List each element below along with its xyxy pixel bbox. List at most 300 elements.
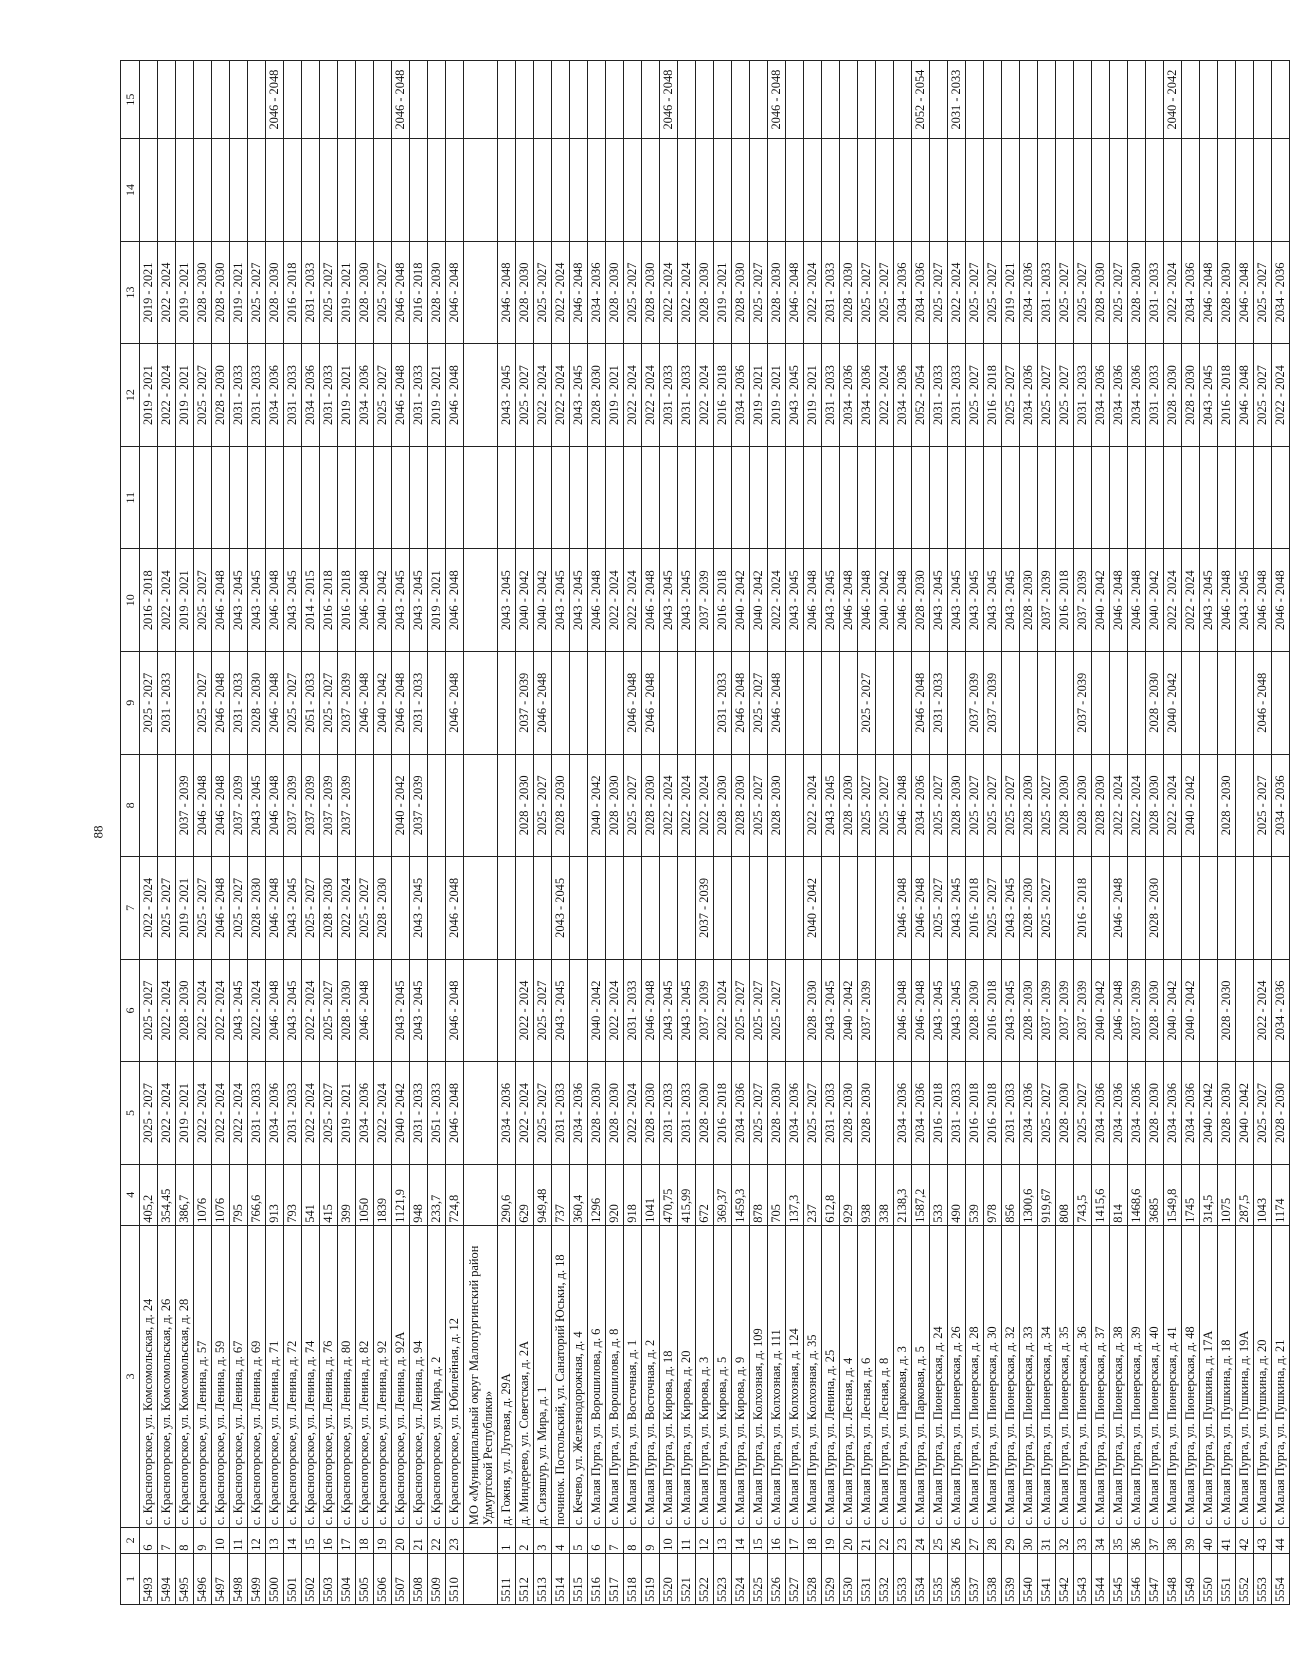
table-cell: 2022 - 2024 (1164, 754, 1182, 857)
table-cell: 8 (176, 1528, 194, 1554)
table-cell: 2043 - 2045 (1200, 344, 1218, 447)
table-cell (966, 61, 984, 139)
table-cell (570, 754, 588, 857)
table-cell (1056, 446, 1074, 549)
table-cell: с. Малая Пурга, ул. Пушкина, д. 21 (1272, 1225, 1290, 1527)
table-cell (642, 446, 660, 549)
table-row (446, 61, 464, 1605)
table-cell (1200, 61, 1218, 139)
table-row (158, 61, 176, 1605)
table-cell: 2016 - 2018 (714, 1062, 732, 1165)
table-cell: с. Красногорское, ул. Комсомольская, д. 26 (158, 1225, 176, 1527)
table-cell: 2031 - 2033 (248, 1062, 266, 1165)
table-cell: 2046 - 2048 (446, 344, 464, 447)
table-cell: 5522 (696, 1553, 714, 1604)
table-cell: 2028 - 2030 (966, 959, 984, 1062)
table-cell: 6 (588, 1528, 606, 1554)
table-cell: 1050 (356, 1164, 374, 1225)
table-cell: 2031 - 2033 (1002, 1062, 1020, 1165)
table-cell: 1468,6 (1128, 1164, 1146, 1225)
table-cell (1146, 446, 1164, 549)
table-cell: 2043 - 2045 (660, 549, 678, 652)
table-cell: 2016 - 2018 (410, 241, 428, 344)
table-cell: 2046 - 2048 (212, 857, 230, 960)
table-cell: 2043 - 2045 (786, 549, 804, 652)
table-cell: 2028 - 2030 (1128, 241, 1146, 344)
table-cell: 2031 - 2033 (230, 344, 248, 447)
table-cell (840, 446, 858, 549)
table-cell: 17 (786, 1528, 804, 1554)
table-cell: 2 (516, 1528, 534, 1554)
table-cell: 2022 - 2024 (606, 959, 624, 1062)
table-cell: 2025 - 2027 (534, 241, 552, 344)
table-cell: с. Малая Пурга, ул. Пушкина, д. 18 (1218, 1225, 1236, 1527)
table-cell: 2040 - 2042 (588, 754, 606, 857)
table-cell (930, 139, 948, 242)
table-cell: 2025 - 2027 (194, 652, 212, 755)
table-cell (302, 139, 320, 242)
table-cell: 1174 (1272, 1164, 1290, 1225)
table-cell: 2043 - 2045 (948, 549, 966, 652)
table-cell: 7 (606, 1528, 624, 1554)
table-cell: с. Красногорское, ул. Ленина, д. 71 (266, 1225, 284, 1527)
table-cell: 2037 - 2039 (320, 754, 338, 857)
table-cell: 533 (930, 1164, 948, 1225)
table-cell: 2025 - 2027 (984, 241, 1002, 344)
table-cell (1272, 652, 1290, 755)
table-cell (1002, 446, 1020, 549)
table-cell: 2028 - 2030 (912, 549, 930, 652)
table-cell: 2025 - 2027 (750, 1062, 768, 1165)
table-cell: 20 (840, 1528, 858, 1554)
table-cell (446, 754, 464, 857)
table-cell (1128, 139, 1146, 242)
table-cell: 2022 - 2024 (194, 1062, 212, 1165)
table-cell: 2037 - 2039 (284, 754, 302, 857)
table-cell (140, 139, 158, 242)
table-cell: 5540 (1020, 1553, 1038, 1604)
table-cell: 2034 - 2036 (1020, 1062, 1038, 1165)
table-cell: с. Малая Пурга, ул. Ворошилова, д. 6 (588, 1225, 606, 1527)
table-cell: 2046 - 2048 (446, 857, 464, 960)
table-cell: 2022 - 2024 (1110, 754, 1128, 857)
table-cell: 17 (338, 1528, 356, 1554)
table-cell: 338 (876, 1164, 894, 1225)
table-cell: с. Малая Пурга, ул. Пионерская, д. 34 (1038, 1225, 1056, 1527)
table-cell: с. Малая Пурга, ул. Лесная, д. 6 (858, 1225, 876, 1527)
table-cell: 2046 - 2048 (1272, 549, 1290, 652)
table-cell: 5517 (606, 1553, 624, 1604)
table-cell (338, 61, 356, 139)
table-cell: 2031 - 2033 (624, 959, 642, 1062)
table-row (498, 61, 516, 1605)
table-row (660, 61, 678, 1605)
table-cell (374, 754, 392, 857)
table-cell: 2031 - 2033 (822, 1062, 840, 1165)
table-row (1056, 61, 1074, 1605)
table-cell (498, 959, 516, 1062)
table-cell: 2043 - 2045 (1002, 857, 1020, 960)
table-cell (176, 446, 194, 549)
table-row (678, 61, 696, 1605)
table-row (732, 61, 750, 1605)
column-header: 2 (121, 1528, 140, 1554)
table-cell: 2043 - 2045 (948, 857, 966, 960)
table-cell: 2046 - 2048 (642, 549, 660, 652)
table-cell: 938 (858, 1164, 876, 1225)
table-cell: 2025 - 2027 (732, 959, 750, 1062)
table-cell (750, 61, 768, 139)
table-cell: 2022 - 2024 (804, 754, 822, 857)
table-cell: 2028 - 2030 (696, 1062, 714, 1165)
table-cell: 5507 (392, 1553, 410, 1604)
table-cell: 2046 - 2048 (1218, 549, 1236, 652)
table-cell (1002, 61, 1020, 139)
rotated-table-sheet (120, 60, 1287, 1605)
table-cell: 2034 - 2036 (1272, 241, 1290, 344)
table-cell: с. Красногорское, ул. Ленина, д. 82 (356, 1225, 374, 1527)
table-row (320, 61, 338, 1605)
table-cell: 11 (678, 1528, 696, 1554)
table-cell: 5495 (176, 1553, 194, 1604)
table-cell: 2022 - 2024 (948, 241, 966, 344)
table-cell: 5532 (876, 1553, 894, 1604)
table-cell: 2031 - 2033 (948, 1062, 966, 1165)
table-cell (588, 652, 606, 755)
table-cell: с. Малая Пурга, ул. Пионерская, д. 38 (1110, 1225, 1128, 1527)
table-cell: 2046 - 2048 (356, 652, 374, 755)
table-cell (930, 446, 948, 549)
table-cell: 2046 - 2048 (894, 959, 912, 1062)
table-cell: с. Малая Пурга, ул. Кирова, д. 9 (732, 1225, 750, 1527)
table-cell: с. Малая Пурга, ул. Лесная, д. 4 (840, 1225, 858, 1527)
table-row (302, 61, 320, 1605)
table-cell (750, 446, 768, 549)
table-cell: с. Красногорское, ул. Ленина, д. 67 (230, 1225, 248, 1527)
table-cell: 2031 - 2033 (284, 344, 302, 447)
table-cell: 2019 - 2021 (338, 241, 356, 344)
table-cell: 2022 - 2024 (1164, 241, 1182, 344)
table-cell: с. Красногорское, ул. Ленина, д. 76 (320, 1225, 338, 1527)
table-cell (1092, 652, 1110, 755)
table-cell: с. Малая Пурга, ул. Пионерская, д. 40 (1146, 1225, 1164, 1527)
table-cell: 2046 - 2048 (266, 652, 284, 755)
table-cell (1146, 139, 1164, 242)
table-cell (1254, 139, 1272, 242)
table-cell: 2022 - 2024 (302, 1062, 320, 1165)
table-cell: 354,45 (158, 1164, 176, 1225)
table-cell (1236, 959, 1254, 1062)
table-cell: с. Малая Пурга, ул. Пионерская, д. 39 (1128, 1225, 1146, 1527)
table-cell (840, 857, 858, 960)
table-cell: с. Малая Пурга, ул. Лесная, д. 8 (876, 1225, 894, 1527)
table-cell: 918 (624, 1164, 642, 1225)
table-cell: 2043 - 2045 (822, 959, 840, 1062)
table-cell: с. Малая Пурга, ул. Пионерская, д. 33 (1020, 1225, 1038, 1527)
table-cell: 2025 - 2027 (320, 959, 338, 1062)
table-cell: 2043 - 2045 (410, 857, 428, 960)
table-cell (1272, 61, 1290, 139)
table-cell: 9 (194, 1528, 212, 1554)
table-cell: 5547 (1146, 1553, 1164, 1604)
table-cell (1200, 446, 1218, 549)
table-cell: 22 (876, 1528, 894, 1554)
table-cell: 2028 - 2030 (1092, 241, 1110, 344)
table-cell: 2016 - 2018 (984, 344, 1002, 447)
table-cell: 2040 - 2042 (1200, 1062, 1218, 1165)
table-cell (732, 61, 750, 139)
table-cell (804, 61, 822, 139)
table-cell: 5513 (534, 1553, 552, 1604)
table-cell (498, 61, 516, 139)
table-cell: 2043 - 2045 (248, 754, 266, 857)
table-row (1182, 61, 1200, 1605)
table-cell: 5548 (1164, 1553, 1182, 1604)
table-cell (428, 857, 446, 960)
table-cell: 2028 - 2030 (642, 1062, 660, 1165)
table-cell: 2034 - 2036 (1182, 1062, 1200, 1165)
table-cell: 2028 - 2030 (606, 754, 624, 857)
table-cell: 2022 - 2024 (302, 959, 320, 1062)
table-cell: 1839 (374, 1164, 392, 1225)
table-cell (714, 446, 732, 549)
table-cell: 1459,3 (732, 1164, 750, 1225)
table-cell: 878 (750, 1164, 768, 1225)
table-cell: 415 (320, 1164, 338, 1225)
table-cell: 2034 - 2036 (894, 344, 912, 447)
table-cell (464, 1528, 498, 1554)
table-cell: 2031 - 2033 (302, 241, 320, 344)
table-cell: 5525 (750, 1553, 768, 1604)
table-cell: 5542 (1056, 1553, 1074, 1604)
table-row (534, 61, 552, 1605)
table-cell: 290,6 (498, 1164, 516, 1225)
table-cell: 1041 (642, 1164, 660, 1225)
table-cell: 929 (840, 1164, 858, 1225)
table-cell: 8 (624, 1528, 642, 1554)
column-header: 6 (121, 959, 140, 1062)
table-cell: 2028 - 2030 (516, 754, 534, 857)
table-cell (678, 61, 696, 139)
table-cell: 2022 - 2024 (678, 241, 696, 344)
table-cell: 2046 - 2048 (1110, 857, 1128, 960)
table-cell: 2046 - 2048 (498, 241, 516, 344)
table-cell: 2046 - 2048 (356, 959, 374, 1062)
table-cell: 2043 - 2045 (678, 549, 696, 652)
table-cell: 2046 - 2048 (446, 549, 464, 652)
table-cell: 2019 - 2021 (176, 344, 194, 447)
table-cell: 2046 - 2048 (392, 344, 410, 447)
table-cell: 2037 - 2039 (1074, 652, 1092, 755)
table-cell: 2037 - 2039 (1128, 959, 1146, 1062)
table-cell: 23 (894, 1528, 912, 1554)
table-cell (1200, 857, 1218, 960)
table-cell: 2040 - 2042 (1164, 652, 1182, 755)
table-cell: 541 (302, 1164, 320, 1225)
table-cell (1272, 446, 1290, 549)
table-cell: 2040 - 2042 (374, 652, 392, 755)
table-cell (786, 652, 804, 755)
table-cell: 2028 - 2030 (374, 857, 392, 960)
repair-schedule-table (120, 60, 1290, 1605)
table-cell (588, 139, 606, 242)
table-cell: 2022 - 2024 (516, 959, 534, 1062)
table-cell: 2025 - 2027 (374, 241, 392, 344)
table-cell: с. Малая Пурга, ул. Пионерская, д. 30 (984, 1225, 1002, 1527)
table-cell: 2043 - 2045 (410, 959, 428, 1062)
table-cell: 2040 - 2042 (1092, 959, 1110, 1062)
table-cell (1236, 139, 1254, 242)
table-cell: 2016 - 2018 (714, 549, 732, 652)
table-cell: 2025 - 2027 (984, 754, 1002, 857)
table-cell: 2037 - 2039 (516, 652, 534, 755)
table-cell: 2025 - 2027 (750, 754, 768, 857)
table-cell: 2028 - 2030 (1020, 549, 1038, 652)
table-cell (732, 139, 750, 242)
table-cell: 2028 - 2030 (356, 241, 374, 344)
table-cell: 2031 - 2033 (948, 61, 966, 139)
table-cell (1200, 754, 1218, 857)
table-cell (1128, 61, 1146, 139)
table-cell: 724,8 (446, 1164, 464, 1225)
table-cell: 5534 (912, 1553, 930, 1604)
table-cell: 2028 - 2030 (768, 754, 786, 857)
table-cell (1038, 61, 1056, 139)
table-cell: 2028 - 2030 (516, 241, 534, 344)
table-cell: 2022 - 2024 (212, 1062, 230, 1165)
table-cell (696, 652, 714, 755)
table-cell (212, 61, 230, 139)
table-cell: 2043 - 2045 (660, 959, 678, 1062)
table-cell: 2034 - 2036 (1110, 344, 1128, 447)
table-cell (410, 446, 428, 549)
table-cell: 2031 - 2033 (158, 652, 176, 755)
table-cell: 5521 (678, 1553, 696, 1604)
table-cell (1254, 857, 1272, 960)
table-cell (966, 139, 984, 242)
column-header: 5 (121, 1062, 140, 1165)
table-row (1074, 61, 1092, 1605)
table-cell: 2046 - 2048 (446, 1062, 464, 1165)
table-cell: 2028 - 2030 (840, 1062, 858, 1165)
table-cell: 1076 (212, 1164, 230, 1225)
table-cell: с. Малая Пурга, ул. Парковая, д. 3 (894, 1225, 912, 1527)
table-cell (212, 446, 230, 549)
section-heading: МО «Муниципальный округ Малопургинский район Удмуртской Республики» (464, 1225, 498, 1527)
table-cell (1254, 61, 1272, 139)
table-cell: 32 (1056, 1528, 1074, 1554)
table-cell (374, 446, 392, 549)
table-cell (498, 446, 516, 549)
table-cell (1182, 139, 1200, 242)
table-cell: 5519 (642, 1553, 660, 1604)
table-cell: 2022 - 2024 (1164, 549, 1182, 652)
table-cell: 2043 - 2045 (930, 959, 948, 1062)
table-cell: 2025 - 2027 (284, 652, 302, 755)
table-cell: 2025 - 2027 (356, 857, 374, 960)
table-cell: 2043 - 2045 (984, 549, 1002, 652)
table-cell: 2043 - 2045 (248, 549, 266, 652)
table-cell (1164, 139, 1182, 242)
table-cell: 2028 - 2030 (1020, 857, 1038, 960)
table-cell: 2028 - 2030 (1182, 344, 1200, 447)
table-cell: 2025 - 2027 (876, 241, 894, 344)
table-cell (230, 446, 248, 549)
table-cell (642, 61, 660, 139)
table-cell: 5512 (516, 1553, 534, 1604)
table-cell: 2025 - 2027 (320, 241, 338, 344)
table-row (750, 61, 768, 1605)
table-cell: 2028 - 2030 (696, 241, 714, 344)
table-cell: 5516 (588, 1553, 606, 1604)
table-row (1020, 61, 1038, 1605)
table-cell: 2028 - 2030 (1056, 1062, 1074, 1165)
table-cell: 27 (966, 1528, 984, 1554)
table-row (1128, 61, 1146, 1605)
table-row (1110, 61, 1128, 1605)
table-cell (948, 652, 966, 755)
table-row (912, 61, 930, 1605)
table-cell: 2016 - 2018 (338, 549, 356, 652)
table-cell: 33 (1074, 1528, 1092, 1554)
table-cell (1236, 61, 1254, 139)
table-cell: 672 (696, 1164, 714, 1225)
table-row (516, 61, 534, 1605)
table-cell: 2028 - 2030 (212, 241, 230, 344)
table-cell: 2037 - 2039 (302, 754, 320, 857)
table-cell: 15 (750, 1528, 768, 1554)
table-cell (696, 139, 714, 242)
table-cell: 5526 (768, 1553, 786, 1604)
table-row (338, 61, 356, 1605)
table-cell: починок. Постольский, ул. Санаторий Юськи, д. 18 (552, 1225, 570, 1527)
table-cell (948, 446, 966, 549)
table-cell (1218, 61, 1236, 139)
table-cell: 2025 - 2027 (876, 754, 894, 857)
table-cell: 2022 - 2024 (158, 959, 176, 1062)
table-row (966, 61, 984, 1605)
table-cell (696, 446, 714, 549)
table-cell: 30 (1020, 1528, 1038, 1554)
table-cell: 539 (966, 1164, 984, 1225)
table-cell: 2022 - 2024 (1128, 754, 1146, 857)
table-cell (446, 446, 464, 549)
table-cell: 2025 - 2027 (966, 241, 984, 344)
table-row (248, 61, 266, 1605)
table-cell: 2019 - 2021 (176, 241, 194, 344)
table-cell: 2019 - 2021 (428, 344, 446, 447)
table-cell: 2031 - 2033 (678, 344, 696, 447)
table-cell: 20 (392, 1528, 410, 1554)
table-cell: 287,5 (1236, 1164, 1254, 1225)
table-row (1218, 61, 1236, 1605)
table-cell: 2028 - 2030 (588, 344, 606, 447)
table-cell: 2034 - 2036 (1164, 1062, 1182, 1165)
table-cell: 2034 - 2036 (732, 344, 750, 447)
table-cell: 38 (1164, 1528, 1182, 1554)
table-cell (1182, 857, 1200, 960)
table-cell: с. Красногорское, ул. Ленина, д. 57 (194, 1225, 212, 1527)
table-cell (230, 139, 248, 242)
table-cell (392, 446, 410, 549)
table-cell: 2043 - 2045 (230, 959, 248, 1062)
table-cell: 2046 - 2048 (912, 959, 930, 1062)
table-row (194, 61, 212, 1605)
table-cell: 2034 - 2036 (1128, 344, 1146, 447)
table-row (570, 61, 588, 1605)
table-cell: с. Красногорское, ул. Мира, д. 2 (428, 1225, 446, 1527)
table-cell (1182, 446, 1200, 549)
